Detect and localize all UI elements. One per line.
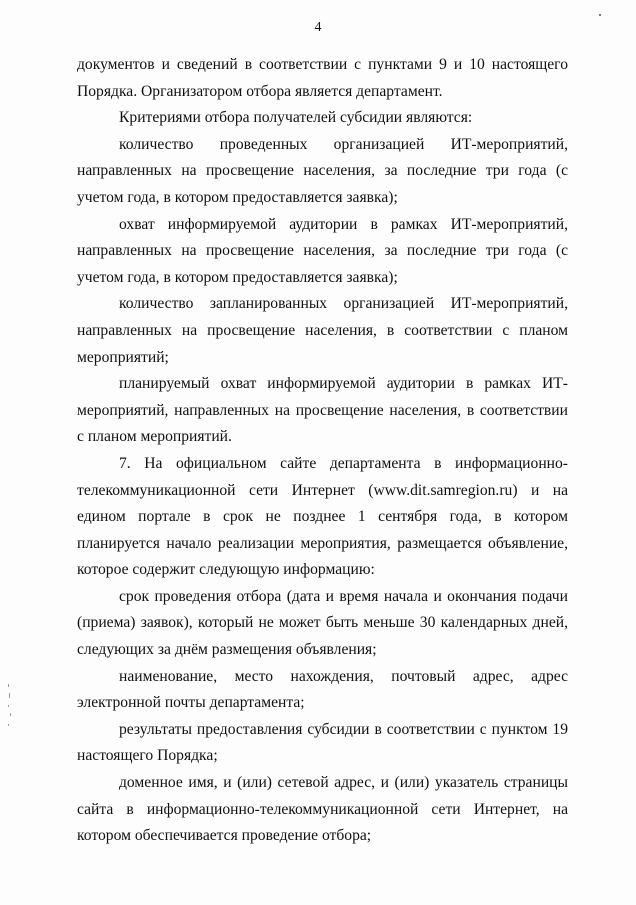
scan-artifact xyxy=(8,724,9,726)
scan-artifact xyxy=(8,705,9,707)
paragraph-criterion-planned-events: количество запланированных организацией ИТ-мероприятий, направленных на просвещение населения, в соответствии с планом мероприятий; xyxy=(77,295,568,366)
paragraph-criterion-planned-reach: планируемый охват информируемой аудитории в рамках ИТ-мероприятий, направленных на просвещение населения, в соответствии с планом мероприятий. xyxy=(77,375,568,446)
scan-artifact xyxy=(10,713,11,716)
document-body xyxy=(77,52,568,850)
paragraph-department-contacts: наименование, место нахождения, почтовый адрес, адрес электронной почты департамента; xyxy=(77,667,568,712)
paragraph-continuation: документов и сведений в соответствии с пунктами 9 и 10 настоящего Порядка. Организатором отбора является департамент. xyxy=(77,56,568,100)
scan-artifact xyxy=(9,693,10,698)
paragraph-criterion-audience-reach: охват информируемой аудитории в рамках ИТ-мероприятий, направленных на просвещение населения, за последние три года (с учетом года, в котором предоставляется заявка); xyxy=(77,215,568,286)
paragraph-clause-7: 7. На официальном сайте департамента в информационно-телекоммуникационной сети Интернет (www.dit.samregion.ru) и на едином портале в срок не позднее 1 сентября года, в котором планируется начало реализации мероприятия, размещается объявление, которое содержит следующую информацию: xyxy=(77,454,568,579)
paragraph-criterion-events-count: количество проведенных организацией ИТ-мероприятий, направленных на просвещение населения, за последние три года (с учетом года, в котором предоставляется заявка); xyxy=(77,135,568,206)
page-number: 4 xyxy=(314,20,322,35)
paragraph-domain-name: доменное имя, и (или) сетевой адрес, и (или) указатель страницы сайта в информационно-телекоммуникационной сети Интернет, на котором обеспечивается проведение отбора; xyxy=(77,774,568,845)
paragraph-criteria-heading: Критериями отбора получателей субсидии являются: xyxy=(119,109,473,127)
scan-artifact xyxy=(8,684,9,687)
scan-artifact xyxy=(599,14,601,16)
paragraph-selection-period: срок проведения отбора (дата и время начала и окончания подачи (приема) заявок), который не может быть меньше 30 календарных дней, следующих за днём размещения объявления; xyxy=(77,587,568,659)
paragraph-subsidy-results: результаты предоставления субсидии в соответствии с пунктом 19 настоящего Порядка; xyxy=(77,720,568,765)
